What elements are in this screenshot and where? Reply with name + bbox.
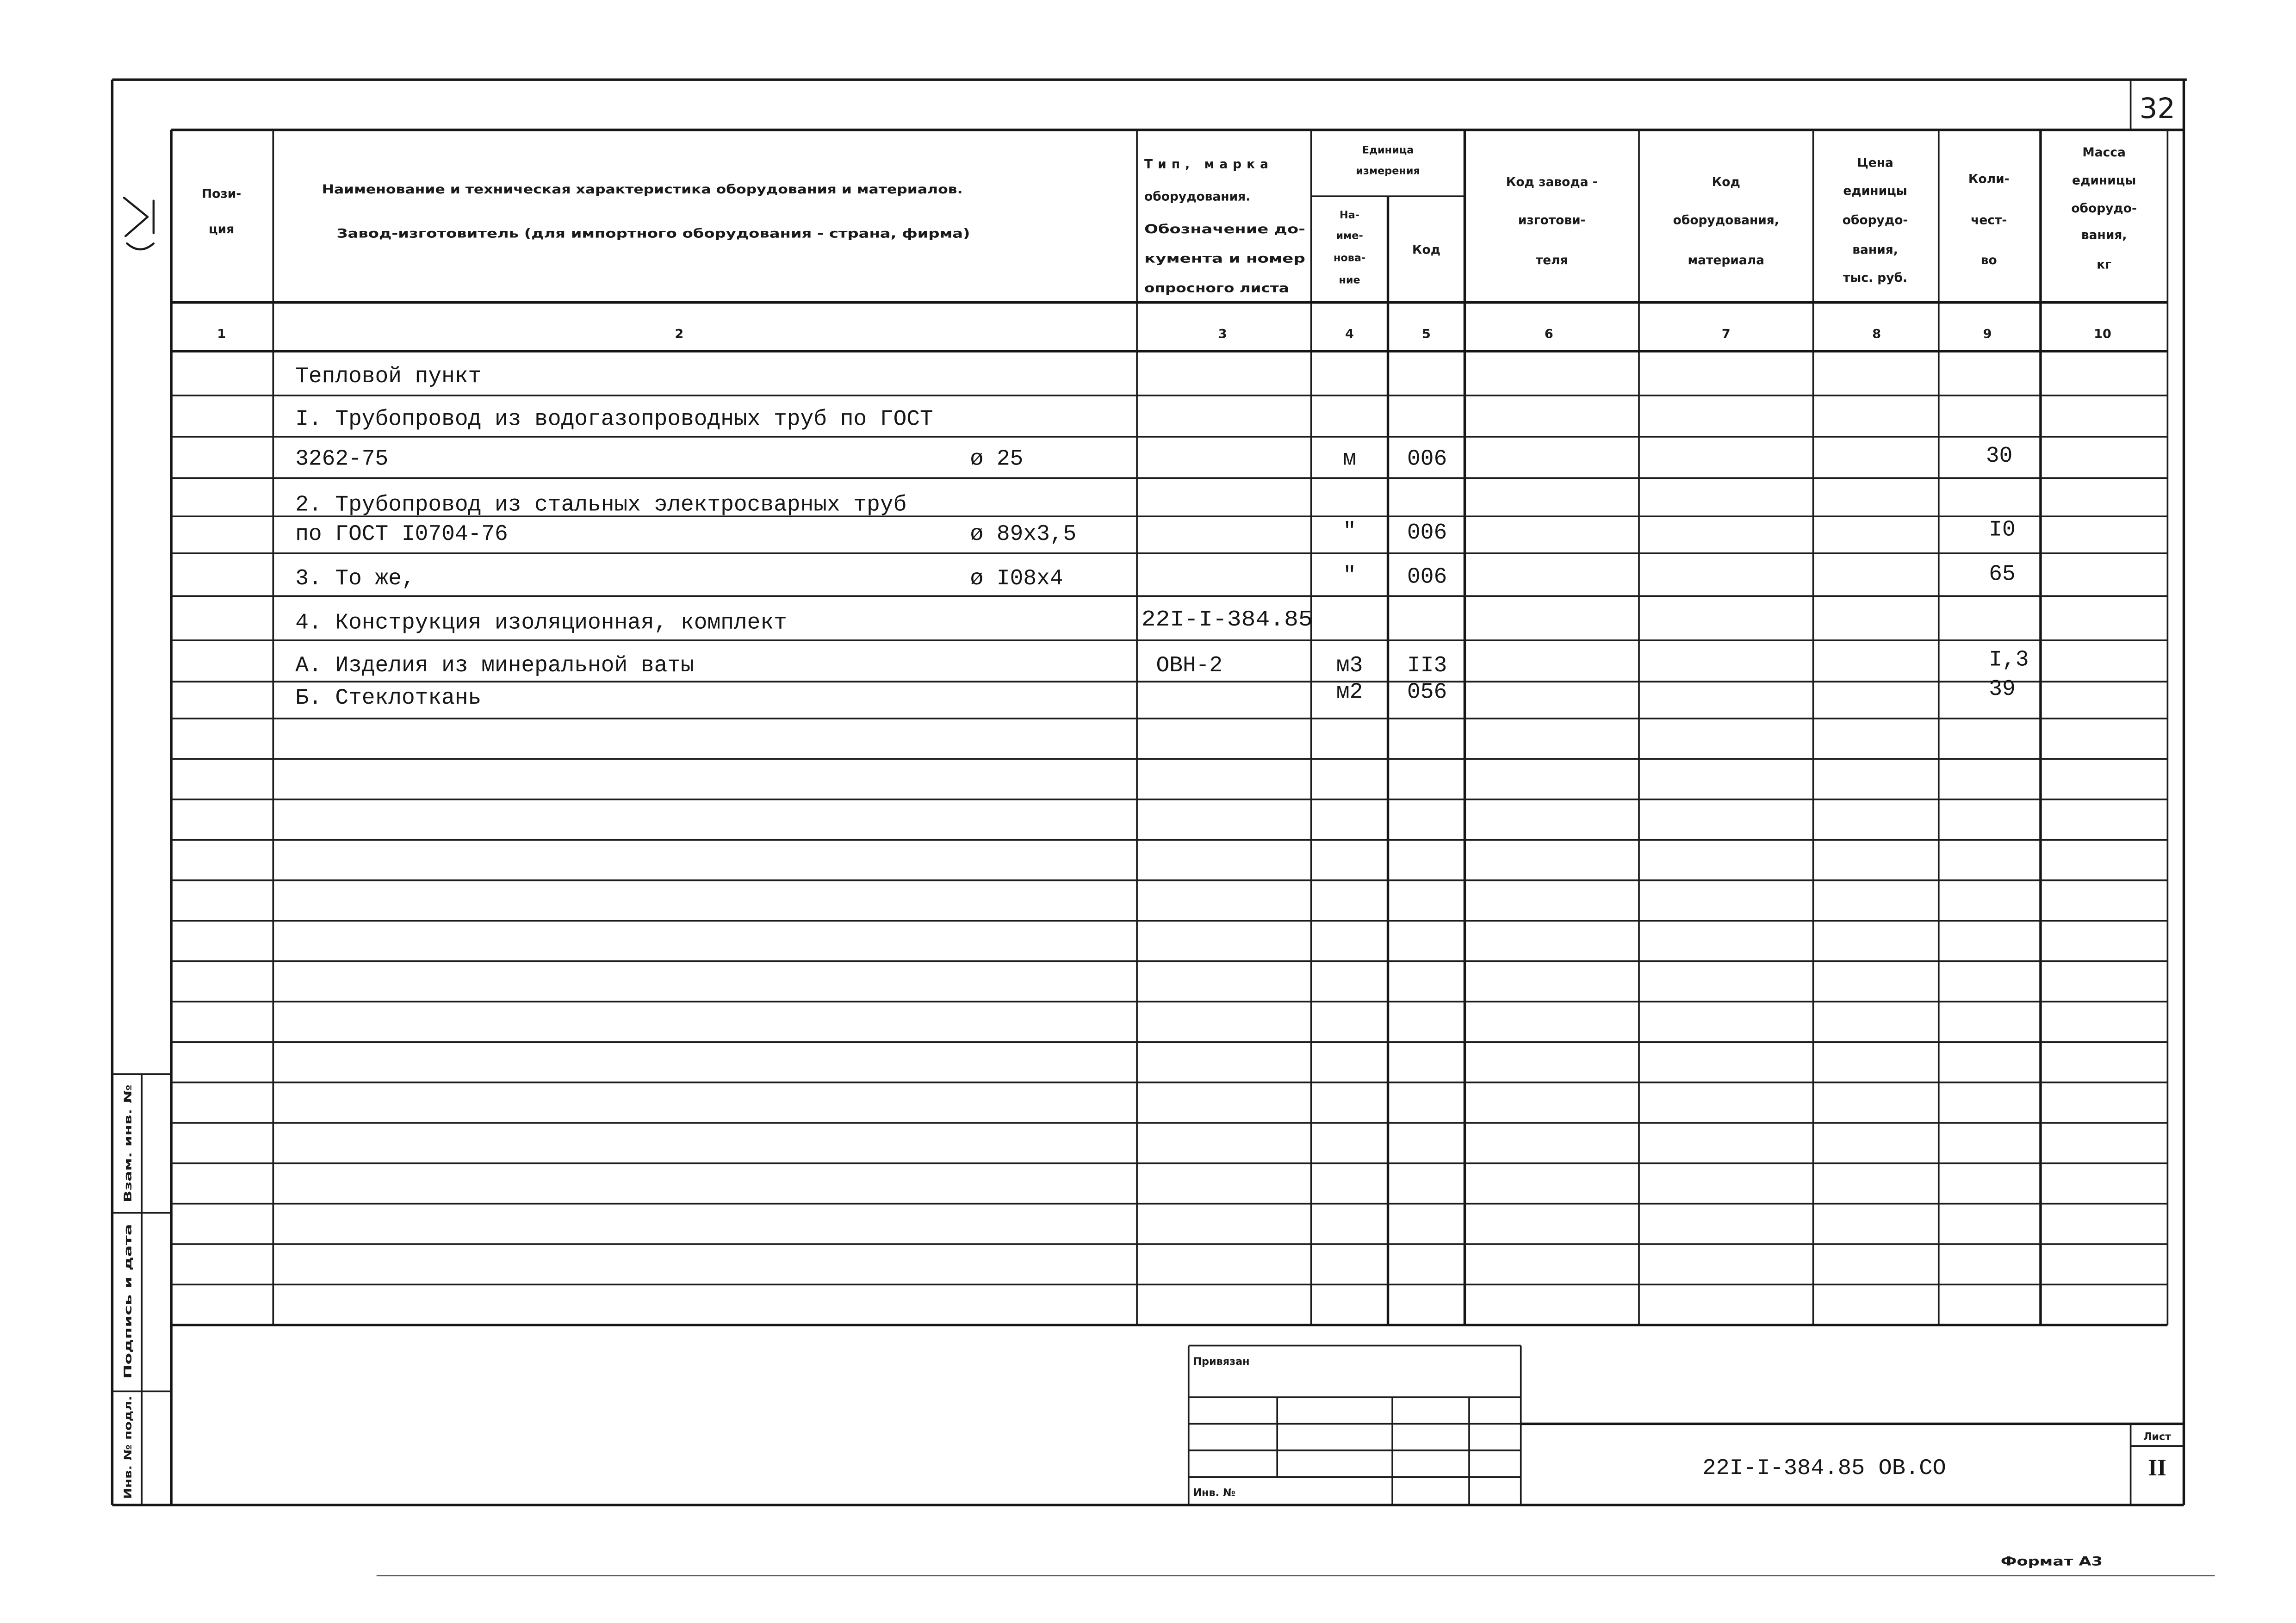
specification-table [171, 130, 2167, 1325]
col-header-type: Обозначение до- [1144, 222, 1305, 236]
col-header-unit-code: Код [1412, 242, 1441, 257]
table-body [295, 364, 2029, 711]
sheet-number-handwritten: 32 [2139, 93, 2175, 125]
col-header-position: ция [209, 222, 235, 236]
row-unit-name: м [1343, 446, 1356, 472]
row-unit-code: II3 [1407, 653, 1447, 679]
handwritten-stroke [127, 243, 153, 249]
row-quantity: 39 [1989, 677, 2016, 702]
row-name: 3. То же, [295, 566, 415, 591]
col-header-quantity: чест- [1971, 213, 2007, 228]
row-unit-code: 006 [1407, 520, 1447, 546]
col-header-quantity: Коли- [1968, 172, 2010, 186]
handwritten-mark [124, 198, 154, 249]
row-name: I. Трубопровод из водогазопроводных труб по ГОСТ [295, 407, 933, 432]
document-code: 22I-I-384.85 ОВ.СО [1702, 1456, 1946, 1481]
column-number: 9 [1983, 327, 1992, 341]
col-header-price: тыс. руб. [1843, 271, 1908, 285]
col-header-type: кумента и номер [1144, 251, 1305, 266]
col-header-type: опросного листа [1144, 281, 1289, 296]
row-quantity: 65 [1989, 562, 2016, 587]
col-header-manufacturer-code: Код завода - [1506, 174, 1598, 189]
column-number: 6 [1544, 327, 1553, 341]
column-numbers-row [217, 327, 2111, 341]
inv-label: Инв. № [1193, 1487, 1235, 1499]
col-header-unit-group: измерения [1356, 165, 1420, 177]
table-header [202, 144, 2137, 296]
column-number: 7 [1721, 327, 1731, 341]
row-dimension: ø I08х4 [970, 566, 1063, 591]
row-type: 22I-I-384.85 [1141, 607, 1313, 633]
column-dividers [171, 130, 2167, 1325]
col-header-mass: вания, [2081, 228, 2127, 242]
col-header-mass: единицы [2072, 173, 2136, 188]
row-name: Тепловой пункт [295, 364, 482, 389]
col-header-mass: кг [2097, 257, 2112, 272]
col-header-equipment-code: Код [1712, 174, 1740, 189]
row-name: Б. Стеклоткань [295, 686, 482, 711]
row-quantity: 30 [1986, 444, 2013, 469]
col-header-type: Тип, марка [1144, 157, 1269, 172]
row-name: 3262-75 [295, 446, 389, 472]
side-label-original-inv: Инв. № подл. [122, 1419, 135, 1499]
attached-label: Привязан [1193, 1355, 1250, 1368]
col-header-unit-name: ние [1339, 274, 1360, 286]
row-name: 2. Трубопровод из стальных электросварных труб [295, 492, 907, 518]
column-number: 4 [1345, 327, 1354, 341]
row-unit-code: 006 [1407, 446, 1447, 472]
row-unit-code: 006 [1407, 564, 1447, 590]
col-header-equipment-code: материала [1688, 253, 1765, 267]
row-unit-code: 056 [1407, 680, 1447, 705]
handwritten-stroke [124, 198, 148, 236]
column-number: 2 [675, 327, 684, 341]
sheet-frame [112, 80, 2215, 1576]
col-header-price: Цена [1857, 155, 1893, 170]
attachment-stamp [1189, 1345, 1521, 1505]
row-quantity: I0 [1989, 517, 2016, 543]
col-header-quantity: во [1980, 253, 1997, 267]
column-number: 10 [2094, 327, 2111, 341]
sheet-number: II [2148, 1455, 2166, 1481]
col-header-mass: оборудо- [2071, 201, 2137, 216]
col-header-equipment-code: оборудования, [1673, 213, 1779, 228]
col-header-manufacturer-code: теля [1535, 253, 1568, 267]
column-number: 1 [217, 327, 226, 341]
col-header-unit-group: Единица [1362, 144, 1414, 156]
row-type: ОВН-2 [1156, 653, 1223, 679]
col-header-type: оборудования. [1144, 189, 1251, 204]
row-unit-name: м3 [1336, 653, 1363, 679]
title-block [1189, 1345, 2184, 1505]
row-name: 4. Конструкция изоляционная, комплект [295, 610, 787, 636]
col-header-unit-name: име- [1336, 229, 1363, 242]
col-header-mass: Масса [2082, 145, 2126, 160]
sheet-label: Лист [2143, 1431, 2172, 1443]
column-number: 3 [1218, 327, 1227, 341]
side-label-signature-date: Подпись и дата [122, 1285, 135, 1379]
row-unit-name: " [1343, 563, 1356, 588]
col-header-manufacturer: Завод-изготовитель (для импортного оборудования - страна, фирма) [336, 226, 970, 241]
format-label: Формат А3 [2000, 1554, 2103, 1569]
col-header-manufacturer-code: изготови- [1518, 213, 1586, 228]
row-dimension: ø 25 [970, 446, 1024, 472]
row-quantity: I,3 [1989, 647, 2029, 673]
col-header-name: Наименование и техническая характеристика оборудования и материалов. [322, 182, 963, 197]
row-name: А. Изделия из минеральной ваты [295, 653, 694, 679]
side-label-replacement-inv: Взам. инв. № [122, 1125, 135, 1203]
row-dimension: ø 89х3,5 [970, 522, 1077, 547]
col-header-position: Пози- [202, 186, 242, 201]
col-header-price: оборудо- [1842, 213, 1908, 228]
side-stamp [112, 1074, 172, 1505]
row-unit-name: м2 [1336, 680, 1363, 705]
col-header-price: единицы [1843, 183, 1907, 198]
col-header-unit-name: На- [1340, 209, 1360, 221]
column-number: 8 [1872, 327, 1881, 341]
row-name: по ГОСТ I0704-76 [295, 522, 508, 547]
row-unit-name: " [1343, 519, 1356, 544]
col-header-unit-name: нова- [1333, 252, 1366, 264]
col-header-price: вания, [1852, 242, 1898, 257]
column-number: 5 [1422, 327, 1431, 341]
